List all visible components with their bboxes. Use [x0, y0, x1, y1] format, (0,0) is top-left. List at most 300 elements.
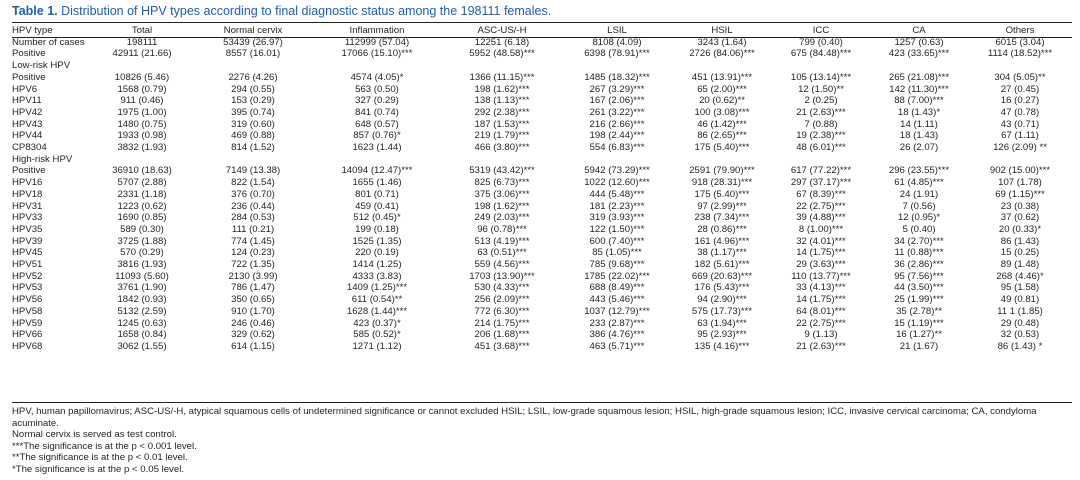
table-cell: 27 (0.45) [1000, 83, 1040, 95]
row-label: HPV52 [12, 270, 43, 282]
table-cell: 36910 (18.63) [112, 165, 172, 177]
table-cell: 376 (0.70) [231, 188, 275, 200]
table-row [12, 165, 1072, 177]
table-cell: 688 (8.49)*** [589, 282, 645, 294]
table-cell: 25 (1.99)*** [894, 294, 944, 306]
table-cell: 43 (0.71) [1000, 118, 1040, 130]
table-cell: 512 (0.45)* [353, 212, 401, 224]
table-cell: 161 (4.96)*** [694, 235, 750, 247]
row-label: HPV11 [12, 95, 42, 107]
table-row [12, 236, 1072, 248]
table-cell: 24 (1.91) [899, 188, 939, 200]
table-cell: 799 (0.40) [799, 36, 843, 48]
table-cell: 563 (0.50) [355, 83, 399, 95]
table-cell: 4574 (4.05)* [350, 71, 404, 83]
table-row [12, 224, 1072, 236]
table-cell: 12251 (6.18) [474, 36, 530, 48]
control-note: Normal cervix is served as test control. [12, 429, 177, 441]
table-cell: 319 (3.93)*** [589, 212, 645, 224]
table-row [12, 72, 1072, 84]
table-cell: 153 (0.29) [231, 95, 275, 107]
table-cell: 261 (3.22)*** [589, 106, 645, 118]
table-cell: 1785 (22.02)*** [584, 270, 650, 282]
table-cell: 423 (33.65)*** [888, 48, 950, 60]
table-row [12, 212, 1072, 224]
table-cell: 61 (4.85)*** [894, 177, 944, 189]
table-cell: 85 (1.05)*** [592, 247, 642, 259]
table-cell: 319 (0.60) [231, 118, 275, 130]
column-header: HPV type [12, 25, 53, 36]
table-cell: 37 (0.62) [1000, 212, 1040, 224]
table-cell: 3816 (1.93) [117, 259, 167, 271]
table-cell: 451 (13.91)*** [691, 71, 753, 83]
table-cell: 5132 (2.59) [117, 305, 167, 317]
table-row [12, 142, 1072, 154]
table-cell: 112999 (57.04) [344, 36, 410, 48]
table-row [12, 247, 1072, 259]
table-cell: 600 (7.40)*** [589, 235, 645, 247]
row-label: HPV33 [12, 212, 43, 224]
table-cell: 12 (0.95)* [897, 212, 941, 224]
table-cell: 297 (37.17)*** [790, 177, 852, 189]
table-cell: 29 (3.63)*** [796, 259, 846, 271]
table-cell: 1485 (18.32)*** [584, 71, 650, 83]
table-cell: 95 (1.58) [1000, 282, 1040, 294]
table-cell: 5 (0.40) [902, 223, 936, 235]
table-cell: 9 (1.13) [804, 329, 838, 341]
table-cell: 4333 (3.83) [352, 270, 402, 282]
table-cell: 1975 (1.00) [117, 106, 167, 118]
table-cell: 35 (2.78)** [896, 305, 942, 317]
table-caption [12, 4, 551, 18]
table-cell: 296 (23.55)*** [888, 165, 950, 177]
table-cell: 910 (1.70) [231, 305, 275, 317]
table-cell: 44 (3.50)*** [894, 282, 944, 294]
section-row [12, 60, 1072, 72]
table-cell: 1842 (0.93) [117, 294, 167, 306]
table-row [12, 282, 1072, 294]
table-cell: 15 (1.19)*** [894, 317, 944, 329]
table-cell: 1623 (1.44) [352, 142, 402, 154]
table-cell: 675 (84.48)*** [790, 48, 852, 60]
table-cell: 2591 (79.90)*** [689, 165, 755, 177]
table-row [12, 341, 1072, 353]
row-label: Positive [12, 71, 46, 83]
table-cell: 167 (2.06)*** [589, 95, 645, 107]
table-cell: 14 (1.11) [900, 118, 938, 130]
table-cell: 1409 (1.25)*** [346, 282, 408, 294]
table-row [12, 130, 1072, 142]
table-cell: 669 (20.63)*** [691, 270, 753, 282]
table-cell: 22 (2.75)*** [796, 317, 846, 329]
table-cell: 841 (0.74) [355, 106, 399, 118]
header-row [12, 25, 1072, 37]
table-cell: 220 (0.19) [355, 247, 399, 259]
table-cell: 1414 (1.25) [352, 259, 402, 271]
significance-note-001: ***The significance is at the p < 0.001 level. [12, 440, 197, 452]
table-cell: 32 (0.53) [1000, 329, 1040, 341]
table-cell: 246 (0.46) [231, 317, 275, 329]
table-cell: 124 (0.23) [231, 247, 275, 259]
table-cell: 5707 (2.88) [117, 177, 167, 189]
table-cell: 214 (1.75)*** [474, 317, 530, 329]
section-row [12, 154, 1072, 166]
table-cell: 6015 (3.04) [995, 36, 1045, 48]
table-cell: 100 (3.08)*** [694, 106, 750, 118]
table-cell: 49 (0.81) [1000, 294, 1040, 306]
table-cell: 292 (2.38)*** [474, 106, 530, 118]
table-cell: 219 (1.79)*** [474, 130, 530, 142]
table-cell: 39 (4.88)*** [796, 212, 846, 224]
table-cell: 53439 (26.97) [223, 36, 283, 48]
table-cell: 1271 (1.12) [352, 340, 402, 352]
table-cell: 294 (0.55) [231, 83, 275, 95]
table-cell: 95 (7.56)*** [894, 270, 944, 282]
table-cell: 256 (2.09)*** [474, 294, 530, 306]
table-cell: 18 (1.43) [899, 130, 939, 142]
abbreviations-note: HPV, human papillomavirus; ASC-US/-H, atypical squamous cells of undetermined significance or cannot excluded HSIL; LSIL, low-grade squamous lesion; HSIL, high-grade squamous lesion; ICC, invasive cervical carcinoma; CA, condyloma acuminate. [12, 406, 1037, 429]
column-header: CA [912, 25, 926, 36]
table-cell: 3062 (1.55) [117, 340, 167, 352]
table-cell: 142 (11.30)*** [889, 83, 949, 95]
section-label: Low-risk HPV [12, 60, 71, 72]
table-cell: 570 (0.29) [120, 247, 164, 259]
table-cell: 2 (0.25) [804, 95, 838, 107]
table-cell: 105 (13.14)*** [790, 71, 852, 83]
table-cell: 8 (1.00)*** [798, 223, 844, 235]
table-cell: 238 (7.34)*** [694, 212, 750, 224]
table-cell: 444 (5.48)*** [589, 188, 645, 200]
table-cell: 7 (0.56) [902, 200, 936, 212]
table-cell: 21 (2.63)*** [796, 106, 846, 118]
table-row [12, 107, 1072, 119]
table-cell: 206 (1.68)*** [474, 329, 530, 341]
table-cell: 64 (8.01)*** [796, 305, 846, 317]
table-cell: 1223 (0.62) [117, 200, 167, 212]
table-cell: 267 (3.29)*** [589, 83, 645, 95]
table-cell: 304 (5.05)** [994, 71, 1046, 83]
table-cell: 28 (0.86)*** [697, 223, 747, 235]
table-cell: 122 (1.50)*** [589, 223, 645, 235]
table-cell: 176 (5.43)*** [694, 282, 750, 294]
table-cell: 15 (0.25) [1000, 247, 1040, 259]
table-cell: 34 (2.70)*** [894, 235, 944, 247]
table-row [12, 294, 1072, 306]
table-cell: 198111 [126, 36, 158, 48]
table-cell: 95 (2.93)*** [697, 329, 747, 341]
table-cell: 199 (0.18) [355, 223, 399, 235]
table-cell: 89 (1.48) [1000, 259, 1040, 271]
table-cell: 181 (2.23)*** [589, 200, 645, 212]
table-cell: 10826 (5.46) [114, 71, 170, 83]
table-cell: 236 (0.44) [231, 200, 275, 212]
table-cell: 2331 (1.18) [117, 188, 167, 200]
table-cell: 327 (0.29) [355, 95, 399, 107]
table-cell: 11093 (5.60) [115, 270, 169, 282]
table-cell: 7149 (13.38) [225, 165, 281, 177]
row-label: HPV66 [12, 329, 43, 341]
table-cell: 5942 (73.29)*** [584, 165, 650, 177]
row-label: HPV18 [12, 188, 43, 200]
table-cell: 46 (1.42)*** [697, 118, 747, 130]
table-row [12, 318, 1072, 330]
table-cell: 18 (1.43)* [897, 106, 941, 118]
table-cell: 648 (0.57) [355, 118, 399, 130]
row-label: Positive [12, 48, 46, 60]
table-cell: 187 (1.53)*** [474, 118, 530, 130]
table-cell: 722 (1.35) [231, 259, 275, 271]
table-body [12, 37, 1072, 353]
table-cell: 911 (0.46) [120, 95, 164, 107]
table-cell: 3243 (1.64) [697, 36, 747, 48]
row-label: HPV59 [12, 317, 43, 329]
table-cell: 11 1 (1.85) [997, 305, 1043, 317]
table-cell: 126 (2.09) ** [993, 142, 1047, 154]
table-cell: 559 (4.56)*** [474, 259, 530, 271]
table-cell: 33 (4.13)*** [796, 282, 846, 294]
table-cell: 443 (5.46)*** [589, 294, 645, 306]
table-cell: 16 (0.27) [1000, 95, 1040, 107]
column-header: Normal cervix [223, 25, 283, 36]
row-label: HPV43 [12, 118, 43, 130]
table-row [12, 259, 1072, 271]
table-cell: 14094 (12.47)*** [341, 165, 413, 177]
row-label: HPV42 [12, 106, 43, 118]
table-cell: 611 (0.54)** [351, 294, 403, 306]
table-cell: 284 (0.53) [231, 212, 275, 224]
table-cell: 16 (1.27)** [896, 329, 942, 341]
table-cell: 268 (4.46)* [996, 270, 1044, 282]
table-cell: 585 (0.52)* [353, 329, 401, 341]
row-label: HPV6 [12, 83, 38, 95]
row-label: HPV68 [12, 340, 43, 352]
table-cell: 32 (4.01)*** [796, 235, 846, 247]
row-label: HPV31 [12, 200, 43, 212]
table-footnotes [12, 406, 1074, 476]
table-cell: 530 (4.33)*** [474, 282, 530, 294]
table-cell: 1037 (12.79)*** [584, 305, 650, 317]
table-cell: 12 (1.50)** [798, 83, 844, 95]
table-row [12, 201, 1072, 213]
top-rule [12, 22, 1072, 23]
column-header: Others [1005, 25, 1035, 36]
table-cell: 554 (6.83)*** [589, 142, 645, 154]
table-cell: 902 (15.00)*** [989, 165, 1051, 177]
significance-note-05: *The significance is at the p < 0.05 level. [12, 463, 184, 475]
table-cell: 69 (1.15)*** [995, 188, 1045, 200]
table-cell: 801 (0.71) [355, 188, 399, 200]
table-cell: 29 (0.48) [1000, 317, 1040, 329]
table-cell: 614 (1.15) [231, 340, 275, 352]
table-row [12, 119, 1072, 131]
table-cell: 23 (0.38) [1000, 200, 1040, 212]
table-row [12, 189, 1072, 201]
table-cell: 265 (21.08)*** [888, 71, 950, 83]
column-header: ASC-US/-H [477, 25, 527, 36]
table-cell: 107 (1.78) [998, 177, 1042, 189]
table-cell: 1114 (18.52)*** [987, 48, 1053, 60]
table-cell: 20 (0.33)* [998, 223, 1042, 235]
table-cell: 86 (1.43) * [997, 340, 1043, 352]
table-cell: 575 (17.73)*** [691, 305, 753, 317]
table-row [12, 37, 1072, 49]
table-cell: 451 (3.68)*** [474, 340, 530, 352]
table-cell: 466 (3.80)*** [474, 142, 530, 154]
table-cell: 825 (6.73)*** [474, 177, 530, 189]
table-cell: 1690 (0.85) [117, 212, 167, 224]
table-cell: 94 (2.90)*** [697, 294, 747, 306]
table-cell: 63 (1.94)*** [697, 317, 747, 329]
table-cell: 1628 (1.44)*** [346, 305, 408, 317]
table-cell: 589 (0.30) [120, 223, 164, 235]
table-cell: 8557 (16.01) [225, 48, 281, 60]
table-cell: 774 (1.45) [231, 235, 275, 247]
table-cell: 3725 (1.88) [117, 235, 167, 247]
hpv-distribution-table [12, 25, 1072, 353]
table-row [12, 271, 1072, 283]
table-cell: 329 (0.62) [231, 329, 275, 341]
table-cell: 86 (2.65)*** [697, 130, 747, 142]
table-cell: 1022 (12.60)*** [584, 177, 650, 189]
table-cell: 395 (0.74) [231, 106, 275, 118]
row-label: HPV39 [12, 235, 43, 247]
table-cell: 86 (1.43) [1000, 235, 1040, 247]
table-cell: 135 (4.16)*** [694, 340, 750, 352]
table-cell: 5952 (48.58)*** [469, 48, 535, 60]
table-cell: 1480 (0.75) [117, 118, 167, 130]
table-cell: 1568 (0.79) [117, 83, 167, 95]
row-label: HPV56 [12, 294, 43, 306]
table-cell: 1658 (0.84) [117, 329, 167, 341]
table-cell: 786 (1.47) [231, 282, 275, 294]
table-cell: 88 (7.00)*** [894, 95, 944, 107]
row-label: CP8304 [12, 142, 47, 154]
table-cell: 47 (0.78) [1000, 106, 1040, 118]
table-caption-label: Table 1. [12, 4, 58, 18]
table-cell: 63 (0.51)*** [477, 247, 527, 259]
column-header: Inflammation [349, 25, 405, 36]
table-cell: 26 (2.07) [899, 142, 939, 154]
table-cell: 110 (13.77)*** [791, 270, 851, 282]
table-cell: 2130 (3.99) [228, 270, 278, 282]
section-label: High-risk HPV [12, 153, 73, 165]
table-caption-text: Distribution of HPV types according to final diagnostic status among the 198111 females. [61, 4, 552, 18]
table-cell: 6398 (78.91)*** [584, 48, 650, 60]
table-cell: 350 (0.65) [231, 294, 275, 306]
table-cell: 21 (2.63)*** [796, 340, 846, 352]
table-cell: 198 (1.62)*** [474, 200, 530, 212]
table-cell: 1655 (1.46) [352, 177, 402, 189]
row-label: HPV51 [12, 259, 43, 271]
table-cell: 182 (5.61)*** [694, 259, 750, 271]
row-label: HPV44 [12, 130, 43, 142]
table-cell: 1366 (11.15)*** [469, 71, 535, 83]
table-row [12, 329, 1072, 341]
row-label: HPV35 [12, 223, 43, 235]
table-cell: 175 (5.40)*** [694, 188, 750, 200]
table-cell: 814 (1.52) [231, 142, 275, 154]
table-cell: 463 (5.71)*** [589, 340, 645, 352]
table-cell: 772 (6.30)*** [474, 305, 530, 317]
table-cell: 1525 (1.35) [352, 235, 402, 247]
table-cell: 198 (1.62)*** [474, 83, 530, 95]
table-cell: 19 (2.38)*** [796, 130, 846, 142]
table-cell: 67 (8.39)*** [796, 188, 846, 200]
table-cell: 216 (2.66)*** [589, 118, 645, 130]
table-cell: 1933 (0.98) [117, 130, 167, 142]
table-cell: 1245 (0.63) [117, 317, 167, 329]
table-cell: 423 (0.37)* [353, 317, 401, 329]
table-cell: 138 (1.13)*** [474, 95, 530, 107]
table-cell: 14 (1.75)*** [796, 294, 846, 306]
row-label: HPV53 [12, 282, 43, 294]
table-cell: 7 (0.88) [804, 118, 838, 130]
table-cell: 249 (2.03)*** [474, 212, 530, 224]
row-label: HPV45 [12, 247, 43, 259]
table-cell: 8108 (4.09) [592, 36, 642, 48]
table-cell: 14 (1.75)*** [796, 247, 846, 259]
table-cell: 2726 (84.06)*** [689, 48, 755, 60]
column-header: HSIL [711, 25, 733, 36]
table-cell: 36 (2.86)*** [894, 259, 944, 271]
row-label: Number of cases [12, 36, 85, 48]
table-cell: 22 (2.75)*** [796, 200, 846, 212]
table-cell: 469 (0.88) [231, 130, 275, 142]
table-cell: 20 (0.62)** [699, 95, 745, 107]
table-row [12, 306, 1072, 318]
column-header: Total [131, 25, 153, 36]
table-cell: 65 (2.00)*** [697, 83, 747, 95]
table-cell: 857 (0.76)* [353, 130, 401, 142]
table-row [12, 177, 1072, 189]
table-cell: 1257 (0.63) [894, 36, 944, 48]
table-cell: 175 (5.40)*** [694, 142, 750, 154]
table-cell: 459 (0.41) [355, 200, 399, 212]
table-cell: 17066 (15.10)*** [341, 48, 413, 60]
table-cell: 617 (77.22)*** [790, 165, 852, 177]
table-cell: 5319 (43.42)*** [469, 165, 535, 177]
table-cell: 822 (1.54) [231, 177, 275, 189]
table-cell: 42911 (21.66) [112, 48, 172, 60]
table-cell: 48 (6.01)*** [796, 142, 846, 154]
table-cell: 233 (2.87)*** [589, 317, 645, 329]
table-cell: 3761 (1.90) [117, 282, 167, 294]
table-row [12, 84, 1072, 96]
table-cell: 3832 (1.93) [117, 142, 167, 154]
table-cell: 1703 (13.90)*** [469, 270, 535, 282]
table-cell: 96 (0.78)*** [477, 223, 527, 235]
table-row [12, 48, 1072, 60]
table-cell: 21 (1.67) [899, 340, 939, 352]
column-header: LSIL [607, 25, 627, 36]
table-cell: 97 (2.99)*** [697, 200, 747, 212]
table-cell: 513 (4.19)*** [474, 235, 530, 247]
row-label: HPV16 [12, 177, 43, 189]
table-cell: 2276 (4.26) [228, 71, 278, 83]
table-cell: 38 (1.17)*** [697, 247, 747, 259]
table-cell: 918 (28.31)*** [691, 177, 753, 189]
table-cell: 386 (4.76)*** [589, 329, 645, 341]
table-cell: 11 (0.88)*** [894, 247, 944, 259]
table-cell: 375 (3.06)*** [474, 188, 530, 200]
row-label: Positive [12, 165, 46, 177]
table-cell: 67 (1.11) [1001, 130, 1039, 142]
table-cell: 111 (0.21) [231, 223, 275, 235]
table-cell: 785 (9.68)*** [589, 259, 645, 271]
table-cell: 198 (2.44)*** [589, 130, 645, 142]
column-header: ICC [812, 25, 830, 36]
table-row [12, 95, 1072, 107]
